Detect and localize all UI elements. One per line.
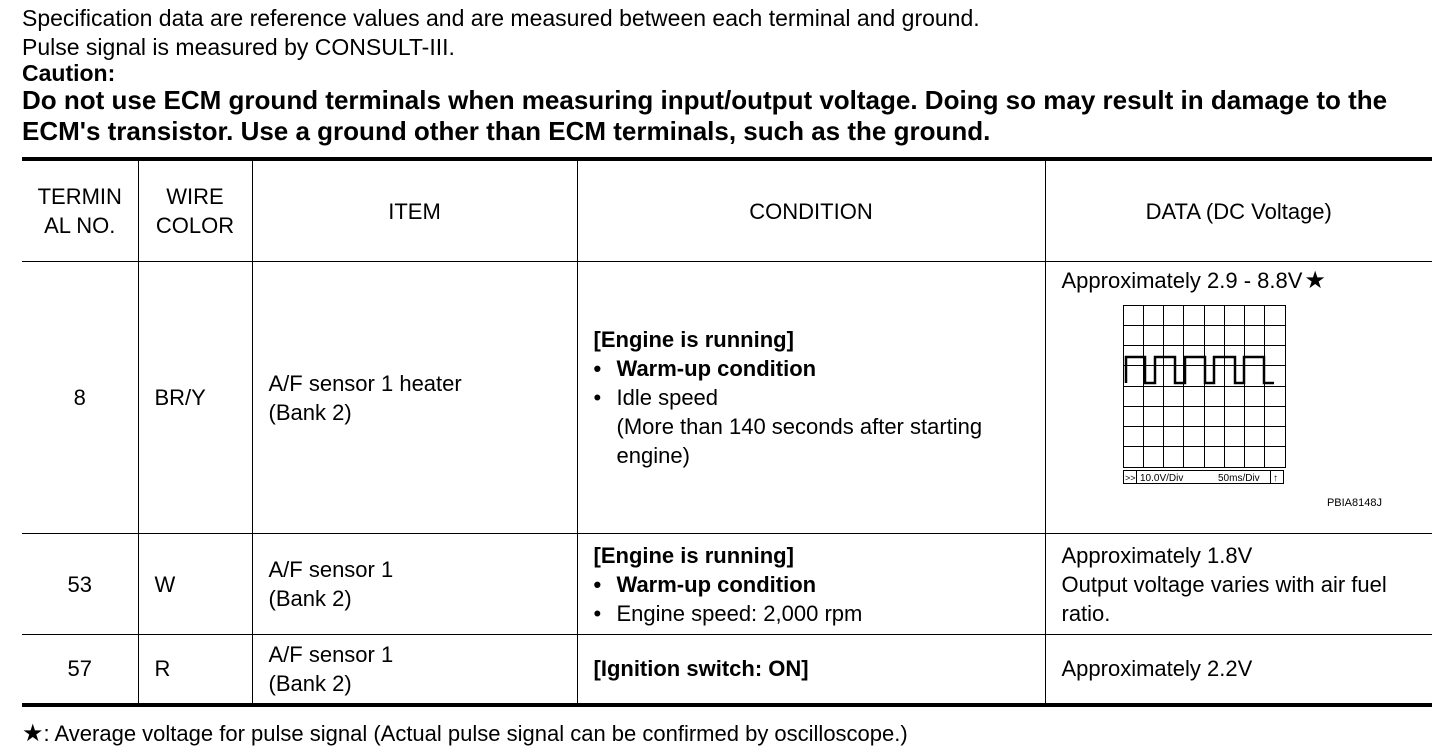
table-row <box>22 534 1432 635</box>
wire-color: W <box>138 534 252 635</box>
scope-volt-div: 10.0V/Div <box>1139 472 1183 484</box>
data-cell <box>1045 635 1432 705</box>
terminal-number: 8 <box>22 262 138 534</box>
item-bank: (Bank 2) <box>268 670 352 696</box>
condition-cell <box>577 534 1045 635</box>
scope-time-div: 50ms/Div <box>1217 472 1260 484</box>
condition-heading: [Engine is running] <box>593 327 794 352</box>
oscilloscope-block <box>1062 264 1425 532</box>
caution-label: Caution: <box>22 60 116 86</box>
header-terminal: TERMINAL NO. <box>22 159 138 262</box>
header-item: ITEM <box>252 159 577 262</box>
condition-heading: [Ignition switch: ON] <box>593 656 809 682</box>
star-icon: ★ <box>22 720 44 747</box>
data-cell <box>1045 262 1432 534</box>
header-row <box>22 159 1432 262</box>
star-icon: ★ <box>1304 266 1326 294</box>
item-cell <box>252 534 577 635</box>
table-row <box>22 635 1432 705</box>
condition-cell <box>577 262 1045 534</box>
header-condition: CONDITION <box>577 159 1045 262</box>
figure-code: PBIA8148J <box>1326 496 1382 509</box>
condition-bullet: • Idle speed <box>594 383 1037 412</box>
footnote <box>22 719 908 748</box>
wire-color: BR/Y <box>138 262 252 534</box>
item-line: A/F sensor 1 heater <box>268 370 462 396</box>
item-bank: (Bank 2) <box>268 586 352 611</box>
condition-bullet: • Warm-up condition <box>594 570 1037 599</box>
terminal-spec-table <box>22 157 1432 707</box>
condition-note: (More than 140 seconds after starting engine) <box>616 414 983 468</box>
scope-arrow-icon: >> <box>1124 472 1136 483</box>
table-row <box>22 262 1432 534</box>
condition-cell <box>577 635 1045 705</box>
spec-note: Specification data are reference values and are measured between each terminal and ground. <box>22 5 980 31</box>
terminal-number: 57 <box>22 635 138 705</box>
caution-text: Do not use ECM ground terminals when measuring input/output voltage. Doing so may result in damage to the ECM's transistor. Use a ground other than ECM terminals, such as the ground. <box>22 85 1388 146</box>
data-value: Approximately 2.2V <box>1061 656 1253 682</box>
terminal-number: 53 <box>22 534 138 635</box>
oscilloscope-waveform <box>1123 305 1287 487</box>
intro-notes <box>22 4 1442 147</box>
item-line: A/F sensor 1 <box>268 557 394 582</box>
item-cell <box>252 635 577 705</box>
item-line: A/F sensor 1 <box>268 641 394 667</box>
item-cell <box>252 262 577 534</box>
header-data: DATA (DC Voltage) <box>1045 159 1432 262</box>
footnote-text: : Average voltage for pulse signal (Actual pulse signal can be confirmed by oscilloscope.) <box>43 721 908 746</box>
pulse-trace <box>1126 357 1274 383</box>
data-value: Approximately 2.9 - 8.8V <box>1061 267 1303 293</box>
condition-bullet: • Warm-up condition <box>594 354 1037 383</box>
header-wire-color: WIRE COLOR <box>138 159 252 262</box>
condition-heading: [Engine is running] <box>593 542 794 568</box>
item-bank: (Bank 2) <box>268 399 352 425</box>
condition-bullet: • Engine speed: 2,000 rpm <box>594 599 1037 628</box>
scope-trigger-icon: ↑ <box>1272 472 1278 484</box>
data-cell <box>1045 534 1432 635</box>
wire-color: R <box>138 635 252 705</box>
data-value: Approximately 1.8V <box>1061 542 1253 568</box>
data-note: Output voltage varies with air fuel ratio. <box>1061 571 1387 626</box>
pulse-note: Pulse signal is measured by CONSULT-III. <box>22 34 455 60</box>
